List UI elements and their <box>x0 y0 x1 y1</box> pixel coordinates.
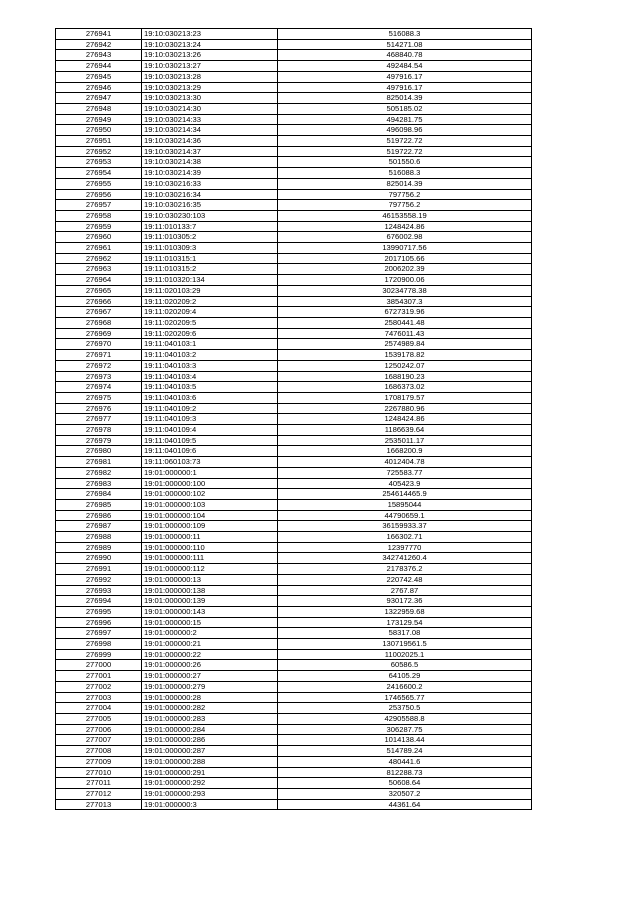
table-row <box>56 103 532 114</box>
cadastral-number-cell: 19:10:030216:33 <box>142 178 278 189</box>
row-number-cell: 276959 <box>56 221 142 232</box>
cadastral-number-cell: 19:11:040103:4 <box>142 371 278 382</box>
cadastral-number-cell: 19:11:010315:1 <box>142 253 278 264</box>
row-number-cell: 276981 <box>56 457 142 468</box>
row-number-cell: 276969 <box>56 328 142 339</box>
row-number-cell: 276955 <box>56 178 142 189</box>
row-number-cell: 276979 <box>56 435 142 446</box>
table-row <box>56 446 532 457</box>
value-cell: 30234778.38 <box>278 285 532 296</box>
table-row <box>56 703 532 714</box>
table-row <box>56 756 532 767</box>
cadastral-number-cell: 19:11:040103:3 <box>142 360 278 371</box>
row-number-cell: 276945 <box>56 71 142 82</box>
value-cell: 254614465.9 <box>278 489 532 500</box>
table-row <box>56 392 532 403</box>
table-row <box>56 499 532 510</box>
cadastral-number-cell: 19:01:000000:287 <box>142 746 278 757</box>
value-cell: 46153558.19 <box>278 210 532 221</box>
cadastral-number-cell: 19:01:000000:282 <box>142 703 278 714</box>
cadastral-number-cell: 19:01:000000:28 <box>142 692 278 703</box>
cadastral-number-cell: 19:01:000000:293 <box>142 788 278 799</box>
table-row <box>56 671 532 682</box>
value-cell: 505185.02 <box>278 103 532 114</box>
table-row <box>56 574 532 585</box>
value-cell: 253750.5 <box>278 703 532 714</box>
row-number-cell: 276966 <box>56 296 142 307</box>
value-cell: 130719561.5 <box>278 639 532 650</box>
row-number-cell: 276949 <box>56 114 142 125</box>
cadastral-number-cell: 19:10:030214:38 <box>142 157 278 168</box>
value-cell: 342741260.4 <box>278 553 532 564</box>
value-cell: 220742.48 <box>278 574 532 585</box>
cadastral-number-cell: 19:01:000000:279 <box>142 681 278 692</box>
cadastral-number-cell: 19:11:010305:2 <box>142 232 278 243</box>
table-row <box>56 628 532 639</box>
table-row <box>56 307 532 318</box>
table-row <box>56 649 532 660</box>
table-row <box>56 692 532 703</box>
table-row <box>56 50 532 61</box>
table-row <box>56 510 532 521</box>
row-number-cell: 276965 <box>56 285 142 296</box>
cadastral-number-cell: 19:01:000000:111 <box>142 553 278 564</box>
value-cell: 11002025.1 <box>278 649 532 660</box>
row-number-cell: 276980 <box>56 446 142 457</box>
value-cell: 7476011.43 <box>278 328 532 339</box>
value-cell: 2574989.84 <box>278 339 532 350</box>
cadastral-number-cell: 19:11:010309:3 <box>142 243 278 254</box>
cadastral-number-cell: 19:01:000000:291 <box>142 767 278 778</box>
table-row <box>56 200 532 211</box>
value-cell: 2006202.39 <box>278 264 532 275</box>
table-row <box>56 735 532 746</box>
row-number-cell: 276976 <box>56 403 142 414</box>
row-number-cell: 277009 <box>56 756 142 767</box>
table-row <box>56 82 532 93</box>
cadastral-number-cell: 19:10:030213:23 <box>142 29 278 40</box>
table-row <box>56 189 532 200</box>
row-number-cell: 276962 <box>56 253 142 264</box>
row-number-cell: 276990 <box>56 553 142 564</box>
table-row <box>56 585 532 596</box>
table-row <box>56 178 532 189</box>
value-cell: 2580441.48 <box>278 317 532 328</box>
value-cell: 1539178.82 <box>278 350 532 361</box>
cadastral-number-cell: 19:10:030214:34 <box>142 125 278 136</box>
row-number-cell: 276978 <box>56 425 142 436</box>
cadastral-number-cell: 19:11:020209:2 <box>142 296 278 307</box>
table-row <box>56 93 532 104</box>
table-row <box>56 360 532 371</box>
value-cell: 4012404.78 <box>278 457 532 468</box>
value-cell: 1668200.9 <box>278 446 532 457</box>
table-row <box>56 114 532 125</box>
table-row <box>56 778 532 789</box>
cadastral-number-cell: 19:01:000000:284 <box>142 724 278 735</box>
row-number-cell: 276963 <box>56 264 142 275</box>
value-cell: 6727319.96 <box>278 307 532 318</box>
row-number-cell: 277000 <box>56 660 142 671</box>
row-number-cell: 276997 <box>56 628 142 639</box>
value-cell: 1746565.77 <box>278 692 532 703</box>
value-cell: 519722.72 <box>278 136 532 147</box>
value-cell: 468840.78 <box>278 50 532 61</box>
row-number-cell: 276974 <box>56 382 142 393</box>
row-number-cell: 276952 <box>56 146 142 157</box>
cadastral-number-cell: 19:11:040103:5 <box>142 382 278 393</box>
table-row <box>56 275 532 286</box>
table-row <box>56 232 532 243</box>
row-number-cell: 276984 <box>56 489 142 500</box>
value-cell: 1014138.44 <box>278 735 532 746</box>
table-row <box>56 125 532 136</box>
cadastral-number-cell: 19:10:030213:26 <box>142 50 278 61</box>
cadastral-number-cell: 19:01:000000:109 <box>142 521 278 532</box>
row-number-cell: 276970 <box>56 339 142 350</box>
value-cell: 825014.39 <box>278 93 532 104</box>
value-cell: 492484.54 <box>278 61 532 72</box>
value-cell: 306287.75 <box>278 724 532 735</box>
row-number-cell: 276957 <box>56 200 142 211</box>
value-cell: 516088.3 <box>278 168 532 179</box>
cadastral-number-cell: 19:11:010320:134 <box>142 275 278 286</box>
cadastral-number-cell: 19:10:030214:37 <box>142 146 278 157</box>
cadastral-number-cell: 19:11:040109:5 <box>142 435 278 446</box>
cadastral-number-cell: 19:01:000000:15 <box>142 617 278 628</box>
cadastral-number-cell: 19:01:000000:139 <box>142 596 278 607</box>
cadastral-number-cell: 19:10:030213:24 <box>142 39 278 50</box>
cadastral-number-cell: 19:01:000000:143 <box>142 606 278 617</box>
table-row <box>56 243 532 254</box>
table-row <box>56 253 532 264</box>
value-cell: 1720900.06 <box>278 275 532 286</box>
value-cell: 2767.87 <box>278 585 532 596</box>
row-number-cell: 276992 <box>56 574 142 585</box>
cadastral-number-cell: 19:11:040103:2 <box>142 350 278 361</box>
table-row <box>56 542 532 553</box>
value-cell: 166302.71 <box>278 532 532 543</box>
cadastral-number-cell: 19:10:030230:103 <box>142 210 278 221</box>
cadastral-number-cell: 19:11:040109:3 <box>142 414 278 425</box>
table-row <box>56 136 532 147</box>
value-cell: 44361.64 <box>278 799 532 810</box>
value-cell: 1250242.07 <box>278 360 532 371</box>
row-number-cell: 276986 <box>56 510 142 521</box>
value-cell: 516088.3 <box>278 29 532 40</box>
value-cell: 497916.17 <box>278 82 532 93</box>
row-number-cell: 276948 <box>56 103 142 114</box>
row-number-cell: 277007 <box>56 735 142 746</box>
table-row <box>56 61 532 72</box>
value-cell: 1686373.02 <box>278 382 532 393</box>
cadastral-number-cell: 19:01:000000:26 <box>142 660 278 671</box>
row-number-cell: 276972 <box>56 360 142 371</box>
table-row <box>56 157 532 168</box>
row-number-cell: 276977 <box>56 414 142 425</box>
cadastral-number-cell: 19:10:030214:36 <box>142 136 278 147</box>
value-cell: 2267880.96 <box>278 403 532 414</box>
table-row <box>56 210 532 221</box>
value-cell: 13990717.56 <box>278 243 532 254</box>
cadastral-number-cell: 19:01:000000:3 <box>142 799 278 810</box>
row-number-cell: 276961 <box>56 243 142 254</box>
cadastral-number-cell: 19:01:000000:22 <box>142 649 278 660</box>
value-cell: 519722.72 <box>278 146 532 157</box>
value-cell: 2178376.2 <box>278 564 532 575</box>
cadastral-number-cell: 19:10:030213:29 <box>142 82 278 93</box>
table-row <box>56 457 532 468</box>
row-number-cell: 276996 <box>56 617 142 628</box>
value-cell: 930172.36 <box>278 596 532 607</box>
cadastral-number-cell: 19:11:040103:1 <box>142 339 278 350</box>
row-number-cell: 277012 <box>56 788 142 799</box>
value-cell: 2017105.66 <box>278 253 532 264</box>
table-row <box>56 317 532 328</box>
row-number-cell: 277003 <box>56 692 142 703</box>
cadastral-number-cell: 19:01:000000:2 <box>142 628 278 639</box>
value-cell: 497916.17 <box>278 71 532 82</box>
value-cell: 797756.2 <box>278 189 532 200</box>
table-row <box>56 146 532 157</box>
table-row <box>56 606 532 617</box>
row-number-cell: 276944 <box>56 61 142 72</box>
row-number-cell: 276999 <box>56 649 142 660</box>
value-cell: 480441.6 <box>278 756 532 767</box>
table-row <box>56 799 532 810</box>
cadastral-number-cell: 19:11:040109:4 <box>142 425 278 436</box>
row-number-cell: 277011 <box>56 778 142 789</box>
row-number-cell: 277002 <box>56 681 142 692</box>
value-cell: 1186639.64 <box>278 425 532 436</box>
value-cell: 2535011.17 <box>278 435 532 446</box>
cadastral-number-cell: 19:10:030213:27 <box>142 61 278 72</box>
table-row <box>56 553 532 564</box>
cadastral-number-cell: 19:01:000000:112 <box>142 564 278 575</box>
row-number-cell: 276975 <box>56 392 142 403</box>
row-number-cell: 276953 <box>56 157 142 168</box>
cadastral-number-cell: 19:01:000000:138 <box>142 585 278 596</box>
table-row <box>56 414 532 425</box>
row-number-cell: 276971 <box>56 350 142 361</box>
value-cell: 3854307.3 <box>278 296 532 307</box>
row-number-cell: 277005 <box>56 714 142 725</box>
cadastral-number-cell: 19:11:060103:73 <box>142 457 278 468</box>
table-row <box>56 382 532 393</box>
value-cell: 12397770 <box>278 542 532 553</box>
table-row <box>56 714 532 725</box>
value-cell: 1248424.86 <box>278 414 532 425</box>
cadastral-number-cell: 19:10:030216:34 <box>142 189 278 200</box>
cadastral-number-cell: 19:01:000000:103 <box>142 499 278 510</box>
row-number-cell: 276968 <box>56 317 142 328</box>
value-cell: 60586.5 <box>278 660 532 671</box>
row-number-cell: 276989 <box>56 542 142 553</box>
cadastral-number-cell: 19:01:000000:27 <box>142 671 278 682</box>
row-number-cell: 276973 <box>56 371 142 382</box>
row-number-cell: 276987 <box>56 521 142 532</box>
cadastral-number-cell: 19:11:010133:7 <box>142 221 278 232</box>
row-number-cell: 276994 <box>56 596 142 607</box>
data-table <box>55 28 532 810</box>
table-row <box>56 521 532 532</box>
table-row <box>56 564 532 575</box>
value-cell: 405423.9 <box>278 478 532 489</box>
row-number-cell: 276985 <box>56 499 142 510</box>
row-number-cell: 276967 <box>56 307 142 318</box>
cadastral-number-cell: 19:01:000000:13 <box>142 574 278 585</box>
cadastral-number-cell: 19:11:040109:2 <box>142 403 278 414</box>
value-cell: 825014.39 <box>278 178 532 189</box>
cadastral-number-cell: 19:11:020209:5 <box>142 317 278 328</box>
table-row <box>56 681 532 692</box>
value-cell: 320507.2 <box>278 788 532 799</box>
table-row <box>56 467 532 478</box>
row-number-cell: 277004 <box>56 703 142 714</box>
value-cell: 36159933.37 <box>278 521 532 532</box>
cadastral-number-cell: 19:11:040103:6 <box>142 392 278 403</box>
table-row <box>56 221 532 232</box>
cadastral-number-cell: 19:01:000000:1 <box>142 467 278 478</box>
cadastral-number-cell: 19:10:030214:33 <box>142 114 278 125</box>
value-cell: 494281.75 <box>278 114 532 125</box>
table-row <box>56 328 532 339</box>
table-row <box>56 39 532 50</box>
table-row <box>56 532 532 543</box>
row-number-cell: 276993 <box>56 585 142 596</box>
value-cell: 725583.77 <box>278 467 532 478</box>
cadastral-number-cell: 19:11:020209:6 <box>142 328 278 339</box>
cadastral-number-cell: 19:10:030214:39 <box>142 168 278 179</box>
row-number-cell: 276983 <box>56 478 142 489</box>
cadastral-number-cell: 19:10:030213:28 <box>142 71 278 82</box>
value-cell: 797756.2 <box>278 200 532 211</box>
row-number-cell: 276950 <box>56 125 142 136</box>
cadastral-number-cell: 19:11:010315:2 <box>142 264 278 275</box>
table-row <box>56 29 532 40</box>
cadastral-number-cell: 19:01:000000:21 <box>142 639 278 650</box>
row-number-cell: 276995 <box>56 606 142 617</box>
table-row <box>56 371 532 382</box>
value-cell: 496098.96 <box>278 125 532 136</box>
value-cell: 1688190.23 <box>278 371 532 382</box>
value-cell: 64105.29 <box>278 671 532 682</box>
table-row <box>56 285 532 296</box>
value-cell: 514789.24 <box>278 746 532 757</box>
row-number-cell: 277010 <box>56 767 142 778</box>
table-row <box>56 71 532 82</box>
row-number-cell: 277013 <box>56 799 142 810</box>
value-cell: 2416600.2 <box>278 681 532 692</box>
row-number-cell: 276943 <box>56 50 142 61</box>
cadastral-number-cell: 19:11:040109:6 <box>142 446 278 457</box>
table-row <box>56 168 532 179</box>
table-row <box>56 350 532 361</box>
cadastral-number-cell: 19:11:020209:4 <box>142 307 278 318</box>
row-number-cell: 276942 <box>56 39 142 50</box>
row-number-cell: 276951 <box>56 136 142 147</box>
cadastral-number-cell: 19:01:000000:100 <box>142 478 278 489</box>
cadastral-number-cell: 19:01:000000:11 <box>142 532 278 543</box>
value-cell: 1708179.57 <box>278 392 532 403</box>
table-row <box>56 339 532 350</box>
cadastral-number-cell: 19:01:000000:283 <box>142 714 278 725</box>
row-number-cell: 276956 <box>56 189 142 200</box>
cadastral-number-cell: 19:01:000000:104 <box>142 510 278 521</box>
row-number-cell: 276960 <box>56 232 142 243</box>
value-cell: 514271.08 <box>278 39 532 50</box>
cadastral-number-cell: 19:10:030213:30 <box>142 93 278 104</box>
cadastral-number-cell: 19:01:000000:292 <box>142 778 278 789</box>
row-number-cell: 276991 <box>56 564 142 575</box>
value-cell: 1322959.68 <box>278 606 532 617</box>
table-row <box>56 660 532 671</box>
table-row <box>56 489 532 500</box>
table-row <box>56 478 532 489</box>
value-cell: 812288.73 <box>278 767 532 778</box>
row-number-cell: 276998 <box>56 639 142 650</box>
cadastral-number-cell: 19:10:030216:35 <box>142 200 278 211</box>
table-body <box>56 29 532 810</box>
value-cell: 44790659.1 <box>278 510 532 521</box>
row-number-cell: 276958 <box>56 210 142 221</box>
cadastral-number-cell: 19:01:000000:286 <box>142 735 278 746</box>
table-row <box>56 425 532 436</box>
cadastral-number-cell: 19:01:000000:288 <box>142 756 278 767</box>
table-row <box>56 596 532 607</box>
row-number-cell: 277008 <box>56 746 142 757</box>
cadastral-number-cell: 19:01:000000:110 <box>142 542 278 553</box>
table-row <box>56 435 532 446</box>
row-number-cell: 277006 <box>56 724 142 735</box>
row-number-cell: 276964 <box>56 275 142 286</box>
row-number-cell: 276941 <box>56 29 142 40</box>
value-cell: 58317.08 <box>278 628 532 639</box>
cadastral-number-cell: 19:10:030214:30 <box>142 103 278 114</box>
value-cell: 42905588.8 <box>278 714 532 725</box>
value-cell: 15895044 <box>278 499 532 510</box>
row-number-cell: 276947 <box>56 93 142 104</box>
row-number-cell: 276946 <box>56 82 142 93</box>
table-row <box>56 746 532 757</box>
row-number-cell: 276982 <box>56 467 142 478</box>
table-row <box>56 639 532 650</box>
row-number-cell: 277001 <box>56 671 142 682</box>
table-row <box>56 296 532 307</box>
value-cell: 50608.64 <box>278 778 532 789</box>
row-number-cell: 276988 <box>56 532 142 543</box>
value-cell: 173129.54 <box>278 617 532 628</box>
value-cell: 1248424.86 <box>278 221 532 232</box>
value-cell: 501550.6 <box>278 157 532 168</box>
table-row <box>56 724 532 735</box>
document-sheet <box>55 28 531 810</box>
table-row <box>56 403 532 414</box>
table-row <box>56 788 532 799</box>
cadastral-number-cell: 19:11:020103:29 <box>142 285 278 296</box>
table-row <box>56 767 532 778</box>
row-number-cell: 276954 <box>56 168 142 179</box>
table-row <box>56 264 532 275</box>
cadastral-number-cell: 19:01:000000:102 <box>142 489 278 500</box>
value-cell: 676002.98 <box>278 232 532 243</box>
table-row <box>56 617 532 628</box>
